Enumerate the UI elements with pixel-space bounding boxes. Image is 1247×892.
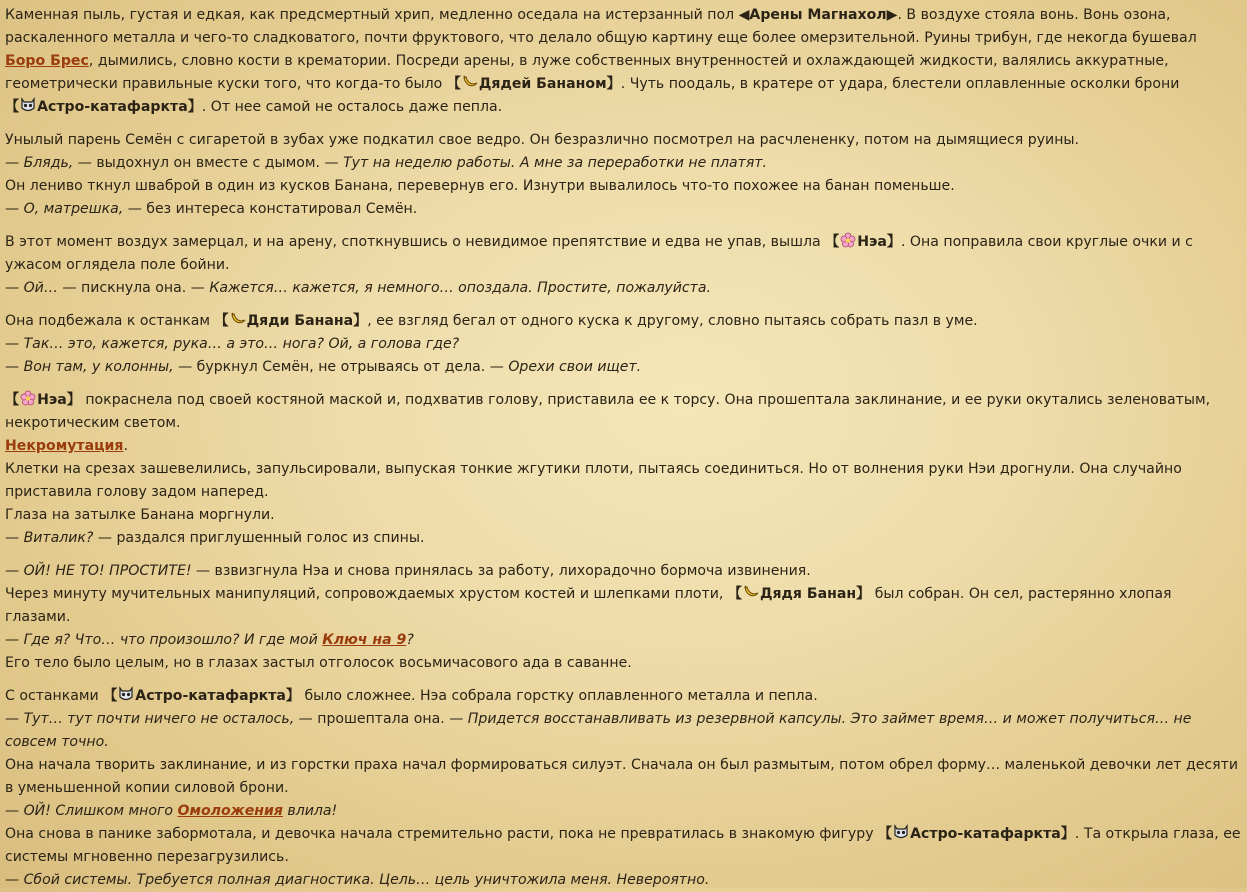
banana-icon (743, 584, 759, 600)
paragraph-2: Унылый парень Семён с сигаретой в зубах уже подкатил свое ведро. Он безразлично посмотрел на расчлененку, потом на дымящиеся руины. — Блядь, — выдохнул он вместе с дымом. — Тут на неделю работы. А мне за переработки не платят. Он лениво ткнул шваброй в один из кусков Банана, перевернув его. Изнутри вывалилось что-то похожее на банан поменьше. — О, матрешка, — без интереса констатировал Семён. (5, 132, 1080, 217)
paragraph-7: С останками 【 Астро-катафаркта】 было сложнее. Нэа собрала горстку оплавленного металла и пепла. — Тут… тут почти ничего не осталось, — прошептала она. — Придется восстанавливать из резервной капсулы. Это займет время… и может получиться… не совсем точно. Она начала творить заклинание, и из горстки праха начал формироваться силуэт. Сначала он был размытым, потом обрел форму… маленькой девочки лет десяти в уменьшенной копии силовой брони. — ОЙ! Слишком много Омоложения влила! Она снова в панике забормотала, и девочка начала стремительно расти, пока не превратилась в знакомую фигуру 【 Астро-катафаркта】. Та открыла глаза, ее системы мгновенно перезагрузились. — Сбой системы. Требуется полная диагностика. Цель… цель уничтожила меня. Невероятно. (5, 688, 1241, 888)
banana-icon (462, 74, 478, 90)
bracket-close: 】 (187, 99, 202, 115)
tag-astro[interactable]: 【 Астро-катафаркта】 (103, 688, 301, 704)
tag-nea[interactable]: 【 Нэа】 (5, 392, 81, 408)
bracket-close: 】 (1060, 826, 1075, 842)
story-text (5, 4, 1241, 892)
tag-banana[interactable]: 【 Дяди Банана】 (214, 313, 368, 329)
tag-banana[interactable]: 【 Дядя Банан】 (727, 586, 871, 602)
link-rejuvenation[interactable]: Омоложения (177, 803, 283, 819)
paragraph-5: 【 Нэа】 покраснела под своей костяной маской и, подхватив голову, приставила ее к торсу. Она прошептала заклинание, и ее руки окутались зеленоватым, некротическим светом. Некромутация. Клетки на срезах зашевелились, запульсировали, выпуская тонкие жгутики плоти, пытаясь соединиться. Но от волнения руки Нэи дрогнули. Она случайно приставила голову задом наперед. Глаза на затылке Банана моргнули. — Виталик? — раздался приглушенный голос из спины. (5, 392, 1211, 546)
bracket-open: 【 (103, 688, 118, 704)
paragraph-3: В этот момент воздух замерцал, и на арену, споткнувшись о невидимое препятствие и едва не упав, вышла 【 Нэа】. Она поправила свои круглые очки и с ужасом оглядела поле бойни. — Ой… — пискнула она. — Кажется… кажется, я немного… опоздала. Простите, пожалуйста. (5, 234, 1193, 296)
text: Каменная пыль, густая и едкая, как предсмертный хрип, медленно оседала на истерзанный пол (5, 7, 739, 23)
paragraph-6: — ОЙ! НЕ ТО! ПРОСТИТЕ! — взвизгнула Нэа и снова принялась за работу, лихорадочно бормоча извинения. Через минуту мучительных манипуляций, сопровождаемых хрустом костей и шлепками плоти, 【 Дядя Банан】 был собран. Он сел, растерянно хлопая глазами. — Где я? Что… что произошло? И где мой Ключ на 9? Его тело было целым, но в глазах застыл отголосок восьмичасового ада в саванне. (5, 563, 1172, 671)
tag-nea[interactable]: 【 Нэа】 (825, 234, 901, 250)
bracket-close: 】 (66, 392, 81, 408)
bracket-close: 】 (606, 76, 621, 92)
link-boro-bres[interactable]: Боро Брес (5, 53, 89, 69)
bracket-open: 【 (878, 826, 893, 842)
flower-icon (20, 390, 36, 406)
robot-mask-icon (118, 686, 134, 702)
bracket-open: 【 (727, 586, 742, 602)
robot-mask-icon (893, 824, 909, 840)
paragraph-1 (5, 4, 1241, 119)
robot-mask-icon (20, 97, 36, 113)
bracket-open: 【 (5, 392, 20, 408)
link-key-9[interactable]: Ключ на 9 (322, 632, 407, 648)
tag-astro[interactable]: 【 Астро-катафаркта】 (878, 826, 1075, 842)
bracket-open: 【 (5, 99, 20, 115)
text: . Чуть поодаль, в кратере от удара, блестели оплавленные осколки брони (620, 76, 1180, 92)
bracket-open: 【 (446, 76, 461, 92)
flower-icon (840, 232, 856, 248)
bracket-open: 【 (825, 234, 840, 250)
paragraph-4: Она подбежала к останкам 【 Дяди Банана】, ее взгляд бегал от одного куска к другому, словно пытаясь собрать пазл в уме. — Так… это, кажется, рука… а это… нога? Ой, а голова где? — Вон там, у колонны, — буркнул Семён, не отрываясь от дела. — Орехи свои ищет. (5, 313, 978, 375)
bracket-open: 【 (214, 313, 229, 329)
tag-astro[interactable]: 【 Астро-катафаркта】 (5, 99, 202, 115)
link-necromutation[interactable]: Некромутация (5, 438, 124, 454)
bracket-close: 】 (285, 688, 301, 704)
banana-icon (230, 311, 246, 327)
text: , дымились, словно кости в крематории. Посреди арены, в луже собственных внутренностей и охлаждающей жидкости, валялись аккуратные, геометрически правильные куски того, что когда-то было (5, 53, 1169, 92)
bracket-close: 】 (856, 586, 871, 602)
tag-banana[interactable]: 【 Дядей Бананом】 (446, 76, 621, 92)
text: . От нее самой не осталось даже пепла. (201, 99, 503, 115)
bracket-close: 】 (353, 313, 368, 329)
bracket-close: 】 (886, 234, 901, 250)
text: . В воздухе стояла вонь. Вонь озона, раскаленного металла и чего-то сладковатого, почти фруктового, что делало общую картину еще более омерзительной. Руины трибун, где некогда бушевал (5, 7, 1197, 46)
arena-name: ◀Арены Магнахол▶ (738, 7, 898, 23)
